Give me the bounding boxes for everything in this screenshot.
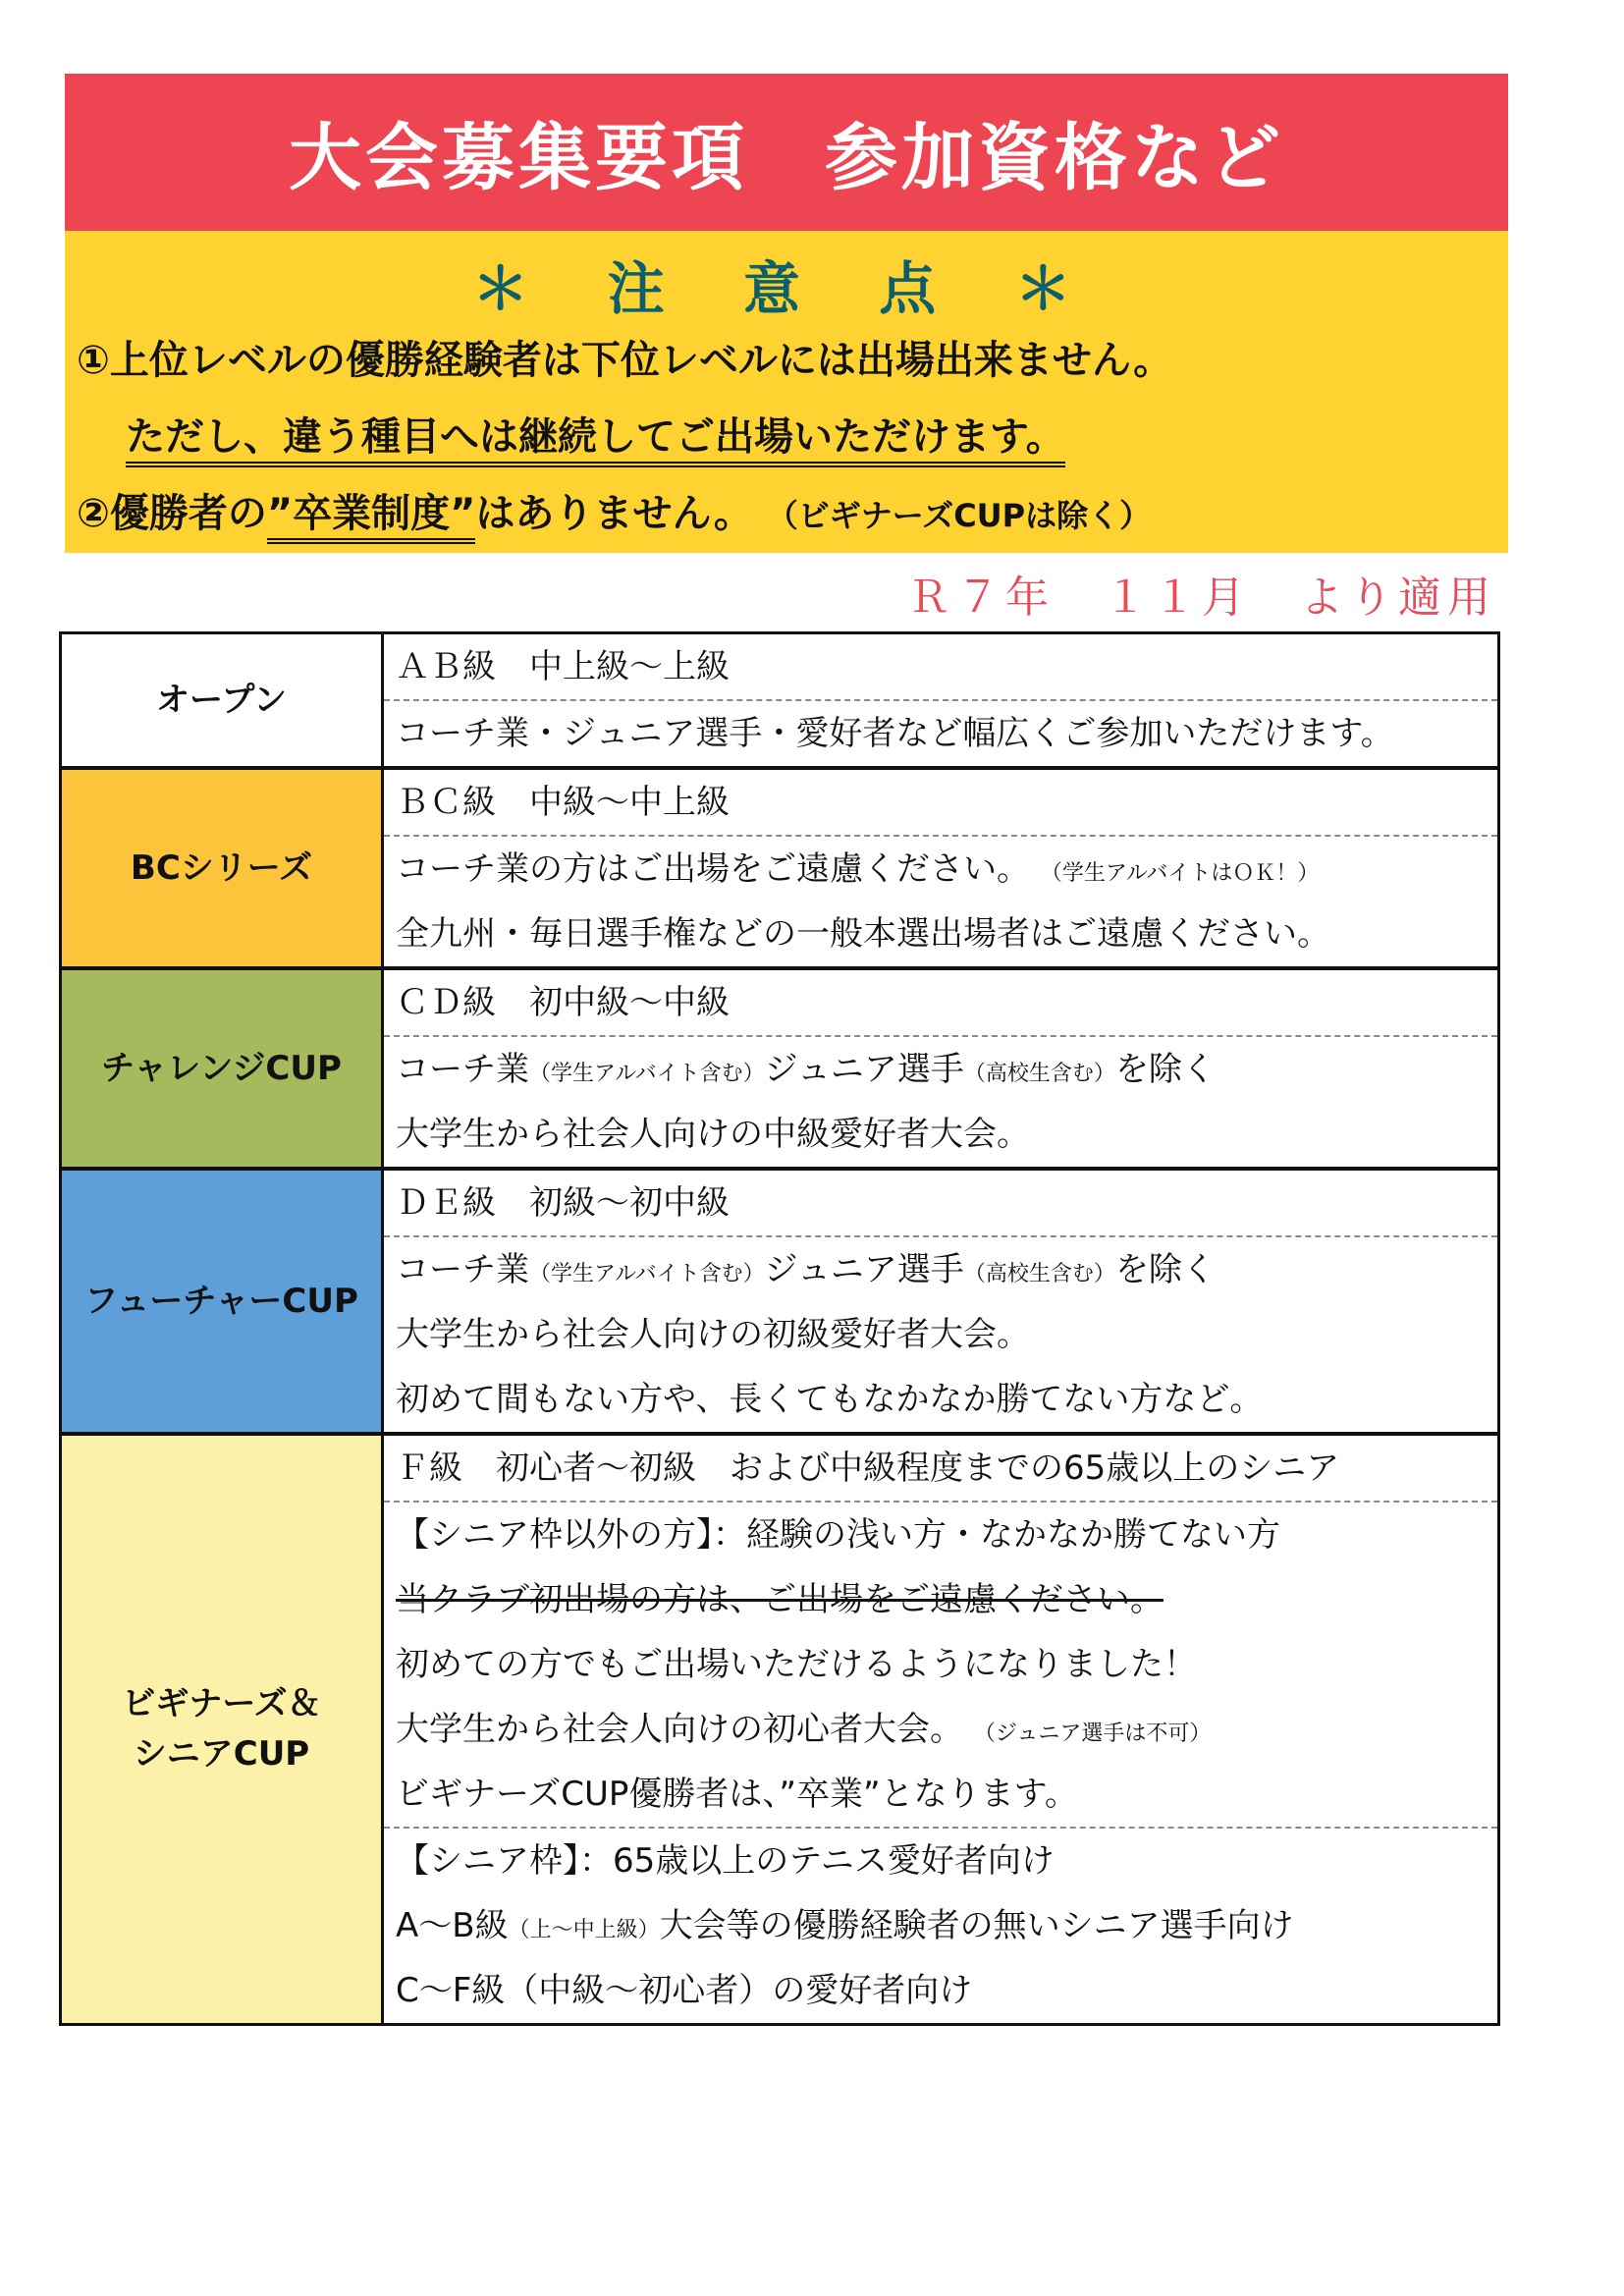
notice-line-3-note: （ビギナーズCUPは除く） bbox=[766, 497, 1152, 534]
grade-beginner: Ｆ級 初心者～初級 および中級程度までの65歳以上のシニア bbox=[396, 1449, 1340, 1488]
desc-challenge-2: 大学生から社会人向けの中級愛好者大会。 bbox=[396, 1115, 1030, 1154]
beginner-line-4-text: 大学生から社会人向けの初心者大会。 bbox=[396, 1710, 963, 1749]
table-row bbox=[384, 701, 1497, 766]
desc-future-1a: コーチ業 bbox=[396, 1250, 529, 1289]
section-challenge bbox=[62, 970, 1497, 1171]
section-open-content bbox=[384, 634, 1497, 766]
category-future: フューチャーCUP bbox=[62, 1171, 384, 1432]
notice-line-3 bbox=[77, 482, 1151, 538]
beginner-line-4 bbox=[396, 1697, 1486, 1762]
category-beginner-names bbox=[122, 1679, 320, 1779]
section-bc-content bbox=[384, 770, 1497, 966]
desc-future-1-note-b: （高校生含む） bbox=[963, 1262, 1115, 1286]
table-row bbox=[384, 1171, 1497, 1237]
applied-date: Ｒ７年 １１月 より適用 bbox=[907, 573, 1496, 623]
header-banner bbox=[65, 74, 1508, 231]
desc-bc-1-note: （学生アルバイトはＯＫ！） bbox=[1040, 861, 1320, 886]
senior-ab-b: 大会等の優勝経験者の無いシニア選手向け bbox=[659, 1906, 1294, 1945]
senior-head: 【シニア枠】：65歳以上のテニス愛好者向け bbox=[396, 1841, 1055, 1881]
desc-challenge-1-note-a: （学生アルバイト含む） bbox=[529, 1062, 765, 1086]
category-bc: BCシリーズ bbox=[62, 770, 384, 966]
section-beginner bbox=[62, 1436, 1497, 2023]
table-row bbox=[384, 1037, 1497, 1167]
senior-ab-note: （上～中上級） bbox=[508, 1918, 660, 1942]
category-open: オープン bbox=[62, 634, 384, 766]
category-beginner-line-1: ビギナーズ＆ bbox=[122, 1684, 321, 1723]
category-table bbox=[59, 631, 1500, 2026]
senior-ab bbox=[396, 1893, 1486, 1958]
table-row bbox=[384, 634, 1497, 701]
notice-line-2 bbox=[126, 406, 1065, 462]
desc-future-1c: を除く bbox=[1114, 1250, 1216, 1289]
desc-bc-1 bbox=[396, 837, 1486, 902]
desc-challenge-1b: ジュニア選手 bbox=[764, 1050, 964, 1089]
table-row bbox=[384, 770, 1497, 837]
beginner-struck-line bbox=[396, 1567, 1486, 1632]
table-row bbox=[384, 1237, 1497, 1432]
desc-future-1-note-a: （学生アルバイト含む） bbox=[529, 1262, 765, 1286]
section-future bbox=[62, 1171, 1497, 1436]
desc-future-1b: ジュニア選手 bbox=[764, 1250, 964, 1289]
desc-bc-2: 全九州・毎日選手権などの一般本選出場者はご遠慮ください。 bbox=[396, 914, 1330, 954]
beginner-line-5: ビギナーズCUP優勝者は、”卒業”となります。 bbox=[396, 1775, 1078, 1814]
notice-box bbox=[65, 231, 1508, 553]
category-beginner-line-2: シニアCUP bbox=[133, 1734, 310, 1774]
desc-future-1 bbox=[396, 1237, 1486, 1302]
notice-line-1: ①上位レベルの優勝経験者は下位レベルには出場出来ません。 bbox=[77, 338, 1173, 383]
table-row bbox=[384, 1503, 1497, 1829]
section-future-content bbox=[384, 1171, 1497, 1432]
section-challenge-content bbox=[384, 970, 1497, 1167]
notice-line-3-prefix: ②優勝者の bbox=[77, 491, 267, 536]
table-row bbox=[384, 1829, 1497, 2023]
senior-cf: C～F級（中級～初心者）の愛好者向け bbox=[396, 1971, 973, 2010]
desc-challenge-1a: コーチ業 bbox=[396, 1050, 529, 1089]
notice-line-3-suffix: はありません。 bbox=[475, 491, 753, 536]
desc-future-3: 初めて間もない方や、長くてもなかなか勝てない方など。 bbox=[396, 1380, 1264, 1419]
senior-ab-a: A～B級 bbox=[396, 1906, 509, 1945]
grade-future: ＤＥ級 初級～初中級 bbox=[396, 1183, 730, 1223]
beginner-struck-text: 当クラブ初出場の方は、ご出場をご遠慮ください。 bbox=[396, 1580, 1164, 1619]
grade-challenge: ＣＤ級 初中級～中級 bbox=[396, 983, 730, 1022]
table-row bbox=[384, 1436, 1497, 1503]
notice-line-2-text: ただし、違う種目へは継続してご出場いただけます。 bbox=[126, 414, 1065, 467]
table-row bbox=[384, 970, 1497, 1037]
section-bc bbox=[62, 770, 1497, 970]
grade-open: ＡＢ級 中上級～上級 bbox=[396, 647, 730, 686]
section-open bbox=[62, 634, 1497, 770]
desc-challenge-1 bbox=[396, 1037, 1486, 1102]
notice-line-3-underlined: ”卒業制度” bbox=[267, 491, 476, 544]
category-challenge: チャレンジCUP bbox=[62, 970, 384, 1167]
desc-challenge-1-note-b: （高校生含む） bbox=[963, 1062, 1115, 1086]
category-beginner bbox=[62, 1436, 384, 2023]
page-title: 大会募集要項 参加資格など bbox=[289, 116, 1284, 200]
grade-bc: ＢＣ級 中級～中上級 bbox=[396, 783, 730, 822]
desc-challenge-1c: を除く bbox=[1114, 1050, 1216, 1089]
table-row bbox=[384, 837, 1497, 966]
beginner-nonsenior-head: 【シニア枠以外の方】：経験の浅い方・なかなか勝てない方 bbox=[396, 1515, 1280, 1555]
notice-title: ＊ 注 意 点 ＊ bbox=[471, 255, 1102, 322]
desc-bc-1-text: コーチ業の方はご出場をご遠慮ください。 bbox=[396, 849, 1030, 889]
desc-future-2: 大学生から社会人向けの初級愛好者大会。 bbox=[396, 1315, 1030, 1354]
desc-open: コーチ業・ジュニア選手・愛好者など幅広くご参加いただけます。 bbox=[396, 714, 1394, 753]
beginner-line-3: 初めての方でもご出場いただけるようになりました！ bbox=[396, 1645, 1197, 1684]
beginner-line-4-note: （ジュニア選手は不可） bbox=[973, 1722, 1212, 1746]
section-beginner-content bbox=[384, 1436, 1497, 2023]
